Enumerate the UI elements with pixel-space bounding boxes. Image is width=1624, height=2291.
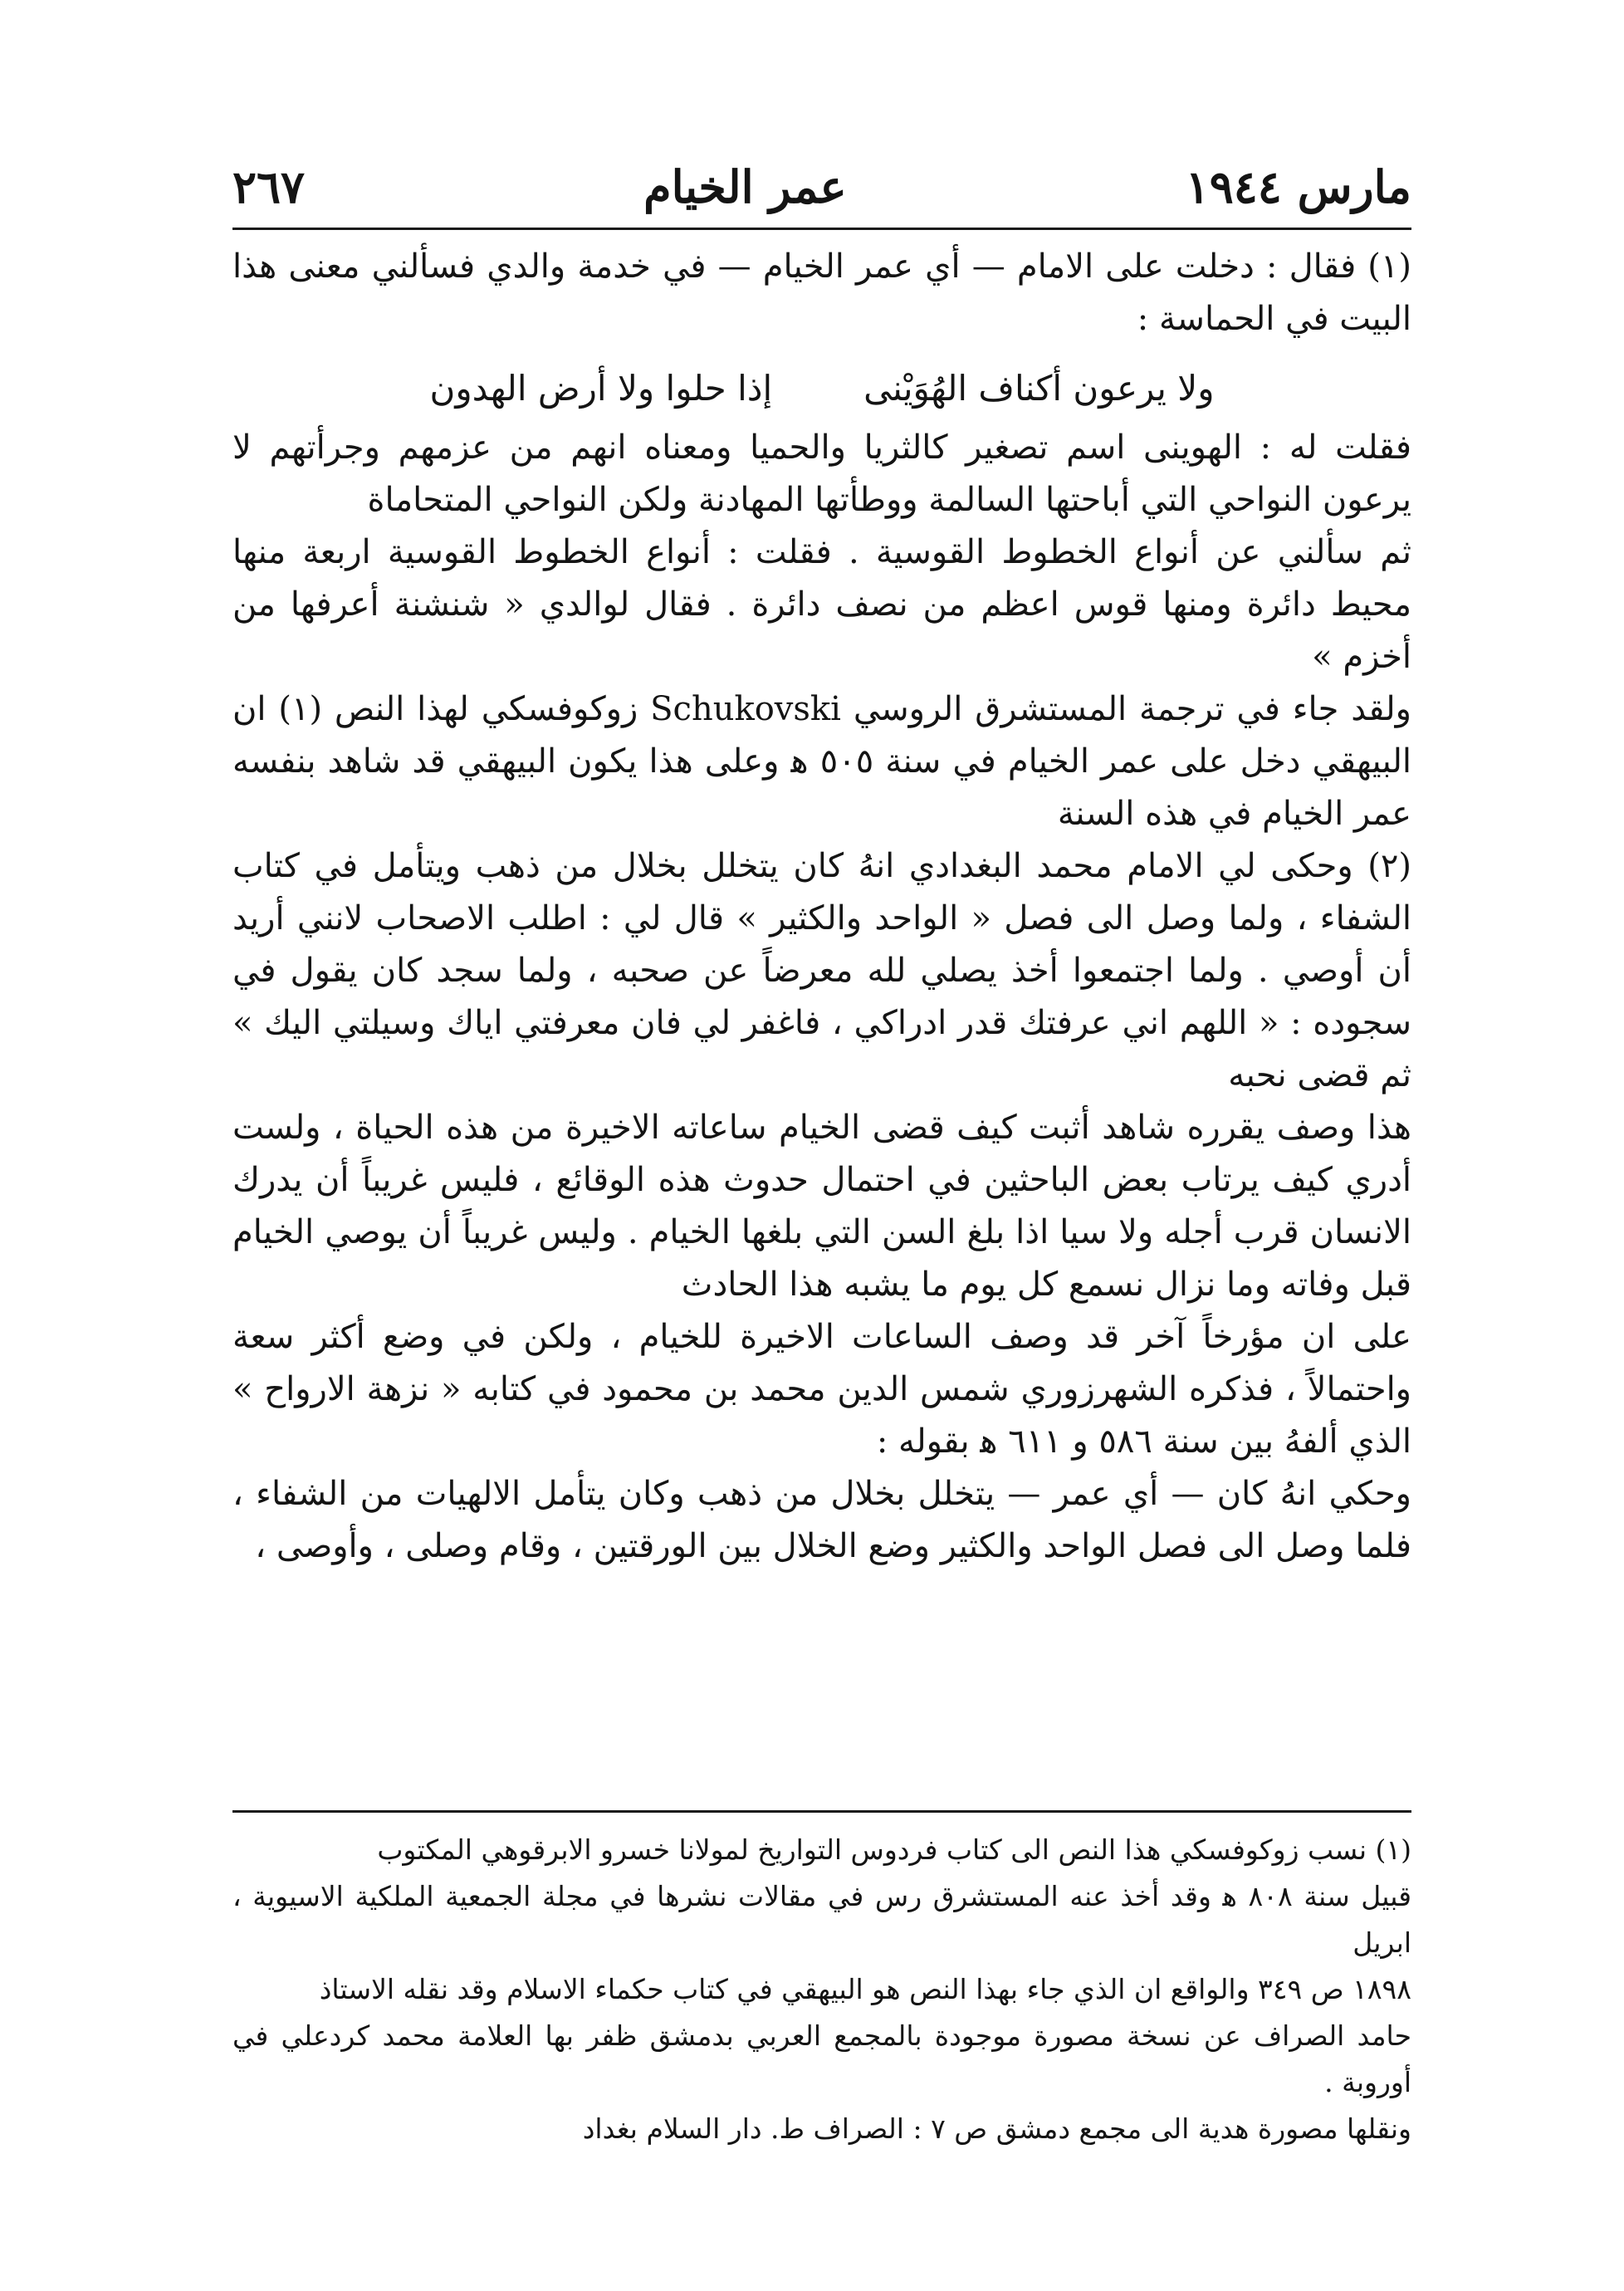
verse-second-hemistich: إذا حلوا ولا أرض الهدون [429,368,773,409]
paragraph-4-after: زوكوفسكي لهذا النص (١) ان البيهقي دخل على عمر الخيام في سنة ٥٠٥ ﻫ وعلى هذا يكون البيهقي قد شاهد بنفسه عمر الخيام في هذه السنة [232,690,1412,833]
paragraph-4-before: ولقد جاء في ترجمة المستشرق الروسي [853,690,1411,728]
header-date: مارس ١٩٤٤ [1185,160,1411,213]
poetry-verse [232,355,1411,422]
paragraph-5: (٢) وحكى لي الامام محمد البغدادي انهُ كان يتخلل بخلال من ذهب ويتأمل في كتاب الشفاء ، ولما وصل الى فصل « الواحد والكثير » قال لي : اطلب الاصحاب لانني أريد أن أوصي . ولما اجتمعوا أخذ يصلي لله معرضاً عن صحبه ، ولما سجد كان يقول في سجوده : « اللهم اني عرفتك قدر ادراكي ، فاغفر لي فان معرفتي اياك وسيلتي اليك » ثم قضى نحبه [232,847,1411,1094]
footnotes [232,1827,1411,2152]
latin-name: Schukovski [650,690,841,728]
paragraph-6: هذا وصف يقرره شاهد أثبت كيف قضى الخيام ساعاته الاخيرة من هذه الحياة ، ولست أدري كيف يرتاب بعض الباحثين في احتمال حدوث هذه الوقائع ، فليس غريباً أن يدرك الانسان قرب أجله ولا سيا اذا بلغ السن التي بلغها الخيام . وليس غريباً أن يوصي الخيام قبل وفاته وما نزال نسمع كل يوم ما يشبه هذا الحادث [232,1109,1411,1304]
paragraph-2: فقلت له : الهوينى اسم تصغير كالثريا والحميا ومعناه انهم من عزمهم وجرأتهم لا يرعون النواحي التي أباحتها السالمة ووطأتها المهادنة ولكن النواحي المتحاماة [232,428,1411,519]
paragraph-1: (١) فقال : دخلت على الامام — أي عمر الخيام — في خدمة والدي فسألني معنى هذا البيت في الحماسة : [232,247,1411,338]
footnote-rule [232,1810,1411,1813]
verse-first-hemistich: ولا يرعون أكناف الهُوَيْنى [863,368,1215,409]
footnote-line-5: ونقلها مصورة هدية الى مجمع دمشق ص ٧ : الصراف ط. دار السلام بغداد [582,2112,1411,2145]
header-rule [232,228,1411,230]
footnote-line-2: قبيل سنة ٨٠٨ ﻫ وقد أخذ عنه المستشرق رس في مقالات نشرها في مجلة الجمعية الملكية الاسيوية ، ابريل [232,1880,1411,1959]
paragraph-8: وحكي انهُ كان — أي عمر — يتخلل بخلال من ذهب وكان يتأمل الالهيات من الشفاء ، فلما وصل الى فصل الواحد والكثير وضع الخلال بين الورقتين ، وقام وصلى ، وأوصى ، [232,1475,1411,1565]
paragraph-7: على ان مؤرخاً آخر قد وصف الساعات الاخيرة للخيام ، ولكن في وضع أكثر سعة واحتمالاً ، فذكره الشهرزوري شمس الدين محمد بن محمود في كتابه « نزهة الارواح » الذي ألفهُ بين سنة ٥٨٦ و ٦١١ ﻫ بقوله : [232,1318,1411,1461]
main-text [232,241,1411,1573]
footnote-line-3: ١٨٩٨ ص ٣٤٩ والواقع ان الذي جاء بهذا النص هو البيهقي في كتاب حكماء الاسلام وقد نقله الاستاذ [319,1973,1411,2005]
running-header [232,154,1411,220]
header-title: عمر الخيام [643,160,847,213]
paragraph-4 [232,683,1411,840]
header-page-number: ٢٦٧ [232,160,306,213]
footnote-line-4: حامد الصراف عن نسخة مصورة موجودة بالمجمع العربي بدمشق ظفر بها العلامة محمد كردعلي في أوروبة . [232,2019,1411,2098]
paragraph-3: ثم سألني عن أنواع الخطوط القوسية . فقلت : أنواع الخطوط القوسية اربعة منها محيط دائرة ومنها قوس اعظم من نصف دائرة . فقال لوالدي « شنشنة أعرفها من أخزم » [232,533,1412,676]
footnote-line-1: (١) نسب زوكوفسكي هذا النص الى كتاب فردوس التواريخ لمولانا خسرو الابرقوهي المكتوب [377,1833,1411,1866]
